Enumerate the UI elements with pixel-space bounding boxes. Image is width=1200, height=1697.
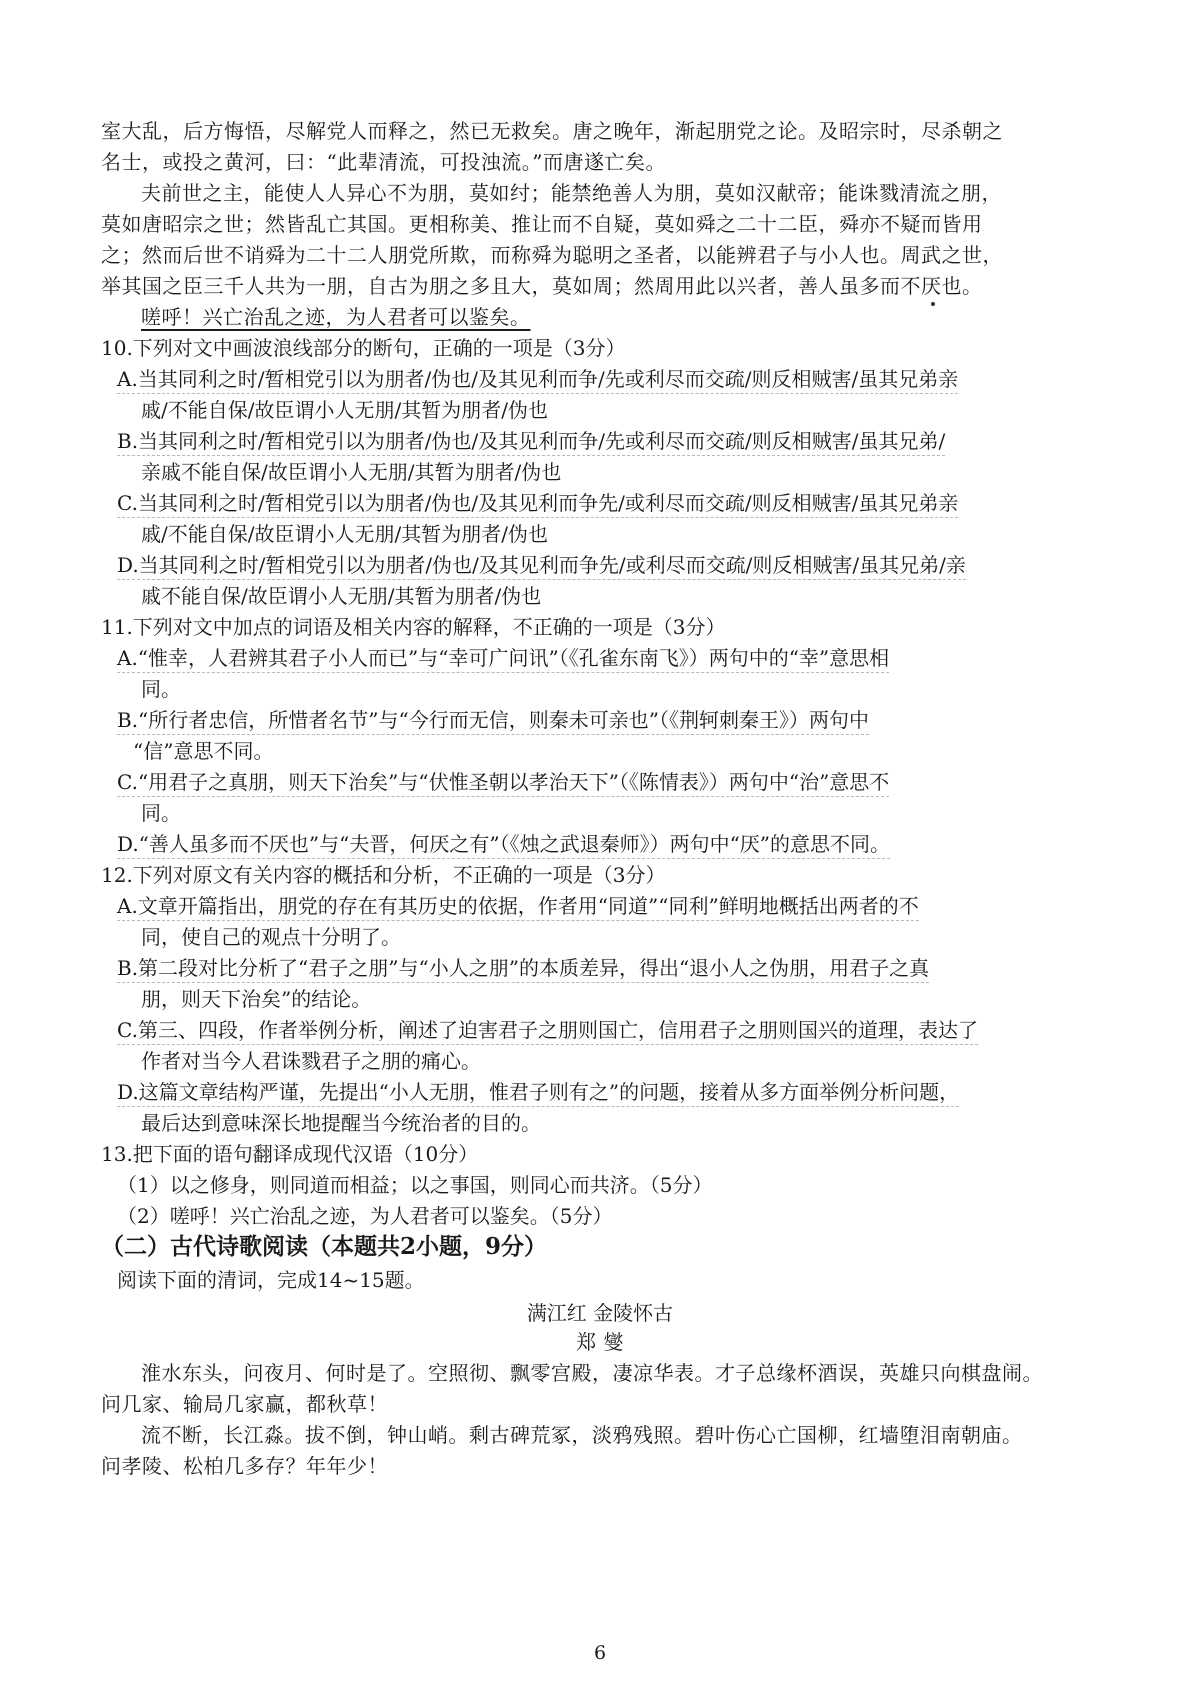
q12-option-d: D.这篇文章结构严谨，先提出“小人无朋，惟君子则有之”的问题，接着从多方面举例分析问题， bbox=[117, 1078, 959, 1107]
passage-line: 名士，或投之黄河，曰：“此辈清流，可投浊流。”而唐遂亡矣。 bbox=[101, 150, 666, 174]
emphasis-dot bbox=[931, 302, 935, 306]
section-instruction: 阅读下面的清词，完成14~15题。 bbox=[117, 1268, 425, 1292]
q11-option-b: B.“所行者忠信，所惜者名节”与“今行而无信，则秦未可亲也”（《荆轲刺秦王》）两句中 bbox=[117, 706, 869, 735]
q10-option-b-cont: 亲戚不能自保/故臣谓小人无朋/其暂为朋者/伪也 bbox=[141, 460, 562, 484]
q11-option-b-cont: “信”意思不同。 bbox=[133, 739, 274, 763]
poem-author: 郑 燮 bbox=[576, 1330, 624, 1354]
poem-title: 满江红 金陵怀古 bbox=[526, 1301, 674, 1325]
q10-option-d: D.当其同利之时/暂相党引以为朋者/伪也/及其见利而争先/或利尽而交疏/则反相贼害/虽其兄弟/亲 bbox=[117, 551, 966, 580]
q11-option-c: C.“用君子之真朋，则天下治矣”与“伏惟圣朝以孝治天下”（《陈情表》）两句中“治”意思不 bbox=[117, 768, 889, 797]
q11-option-c-cont: 同。 bbox=[141, 801, 181, 825]
page-number: 6 bbox=[593, 1642, 607, 1664]
question-11-stem: 11.下列对文中加点的词语及相关内容的解释，不正确的一项是（3分） bbox=[101, 615, 726, 639]
q12-option-b-cont: 朋，则天下治矣”的结论。 bbox=[141, 987, 372, 1011]
q10-option-a-cont: 戚/不能自保/故臣谓小人无朋/其暂为朋者/伪也 bbox=[141, 398, 548, 422]
poem-line: 流不断，长江淼。拔不倒，钟山峭。剩古碑荒冢，淡鸦残照。碧叶伤心亡国柳，红墙堕泪南朝庙。 bbox=[141, 1423, 1023, 1447]
section-heading: （二）古代诗歌阅读（本题共2小题，9分） bbox=[101, 1233, 548, 1260]
q12-option-c: C.第三、四段，作者举例分析，阐述了迫害君子之朋则国亡，信用君子之朋则国兴的道理，表达了 bbox=[117, 1016, 978, 1045]
question-12-stem: 12.下列对原文有关内容的概括和分析，不正确的一项是（3分） bbox=[101, 863, 666, 887]
poem-line: 淮水东头，问夜月、何时是了。空照彻、飘零宫殿，凄凉华表。才子总缘杯酒误，英雄只向棋盘闹。 bbox=[141, 1361, 1043, 1385]
passage-line: 之；然而后世不诮舜为二十二人朋党所欺，而称舜为聪明之圣者，以能辨君子与小人也。周武之世， bbox=[101, 243, 1003, 267]
poem-line: 问几家、输局几家赢，都秋草！ bbox=[101, 1392, 388, 1416]
q12-option-a-cont: 同，使自己的观点十分明了。 bbox=[141, 925, 401, 949]
q13-item-1: （1）以之修身，则同道而相益；以之事国，则同心而共济。（5分） bbox=[117, 1173, 713, 1197]
q12-option-a: A.文章开篇指出，朋党的存在有其历史的依据，作者用“同道”“同利”鲜明地概括出两者的不 bbox=[117, 892, 919, 921]
q12-option-b: B.第二段对比分析了“君子之朋”与“小人之朋”的本质差异，得出“退小人之伪朋，用君子之真 bbox=[117, 954, 929, 983]
q10-option-c: C.当其同利之时/暂相党引以为朋者/伪也/及其见利而争先/或利尽而交疏/则反相贼害/虽其兄弟亲 bbox=[117, 489, 958, 518]
q11-option-a-cont: 同。 bbox=[141, 677, 181, 701]
q12-option-c-cont: 作者对当今人君诛戮君子之朋的痛心。 bbox=[141, 1049, 481, 1073]
passage-line: 夫前世之主，能使人人异心不为朋，莫如纣；能禁绝善人为朋，莫如汉献帝；能诛戮清流之朋， bbox=[141, 181, 1002, 205]
q10-option-a: A.当其同利之时/暂相党引以为朋者/伪也/及其见利而争/先或利尽而交疏/则反相贼害/虽其兄弟亲 bbox=[117, 365, 958, 394]
question-13-stem: 13.把下面的语句翻译成现代汉语（10分） bbox=[101, 1142, 479, 1166]
q11-option-d: D.“善人虽多而不厌也”与“夫晋，何厌之有”（《烛之武退秦师》）两句中“厌”的意思不同。 bbox=[117, 830, 890, 859]
passage-line: 莫如唐昭宗之世；然皆乱亡其国。更相称美、推让而不自疑，莫如舜之二十二臣，舜亦不疑而皆用 bbox=[101, 212, 983, 236]
poem-line: 问孝陵、松柏几多存？年年少！ bbox=[101, 1454, 388, 1478]
q12-option-d-cont: 最后达到意味深长地提醒当今统治者的目的。 bbox=[141, 1111, 541, 1135]
passage-line: 举其国之臣三千人共为一朋，自古为朋之多且大，莫如周；然周用此以兴者，善人虽多而不厌也。 bbox=[101, 274, 983, 298]
q10-option-c-cont: 戚/不能自保/故臣谓小人无朋/其暂为朋者/伪也 bbox=[141, 522, 548, 546]
question-10-stem: 10.下列对文中画波浪线部分的断句，正确的一项是（3分） bbox=[101, 336, 626, 360]
q10-option-d-cont: 戚不能自保/故臣谓小人无朋/其暂为朋者/伪也 bbox=[141, 584, 542, 608]
passage-line: 室大乱，后方悔悟，尽解党人而释之，然已无救矣。唐之晚年，渐起朋党之论。及昭宗时，尽杀朝之 bbox=[101, 119, 1003, 143]
q11-option-a: A.“惟幸，人君辨其君子小人而已”与“幸可广问讯”（《孔雀东南飞》）两句中的“幸”意思相 bbox=[117, 644, 889, 673]
q10-option-b: B.当其同利之时/暂相党引以为朋者/伪也/及其见利而争/先或利尽而交疏/则反相贼害/虽其兄弟/ bbox=[117, 427, 945, 456]
passage-underlined-sentence: 嗟呼！兴亡治乱之迹，为人君者可以鉴矣。 bbox=[141, 305, 531, 329]
q13-item-2: （2）嗟呼！兴亡治乱之迹，为人君者可以鉴矣。（5分） bbox=[117, 1204, 613, 1228]
